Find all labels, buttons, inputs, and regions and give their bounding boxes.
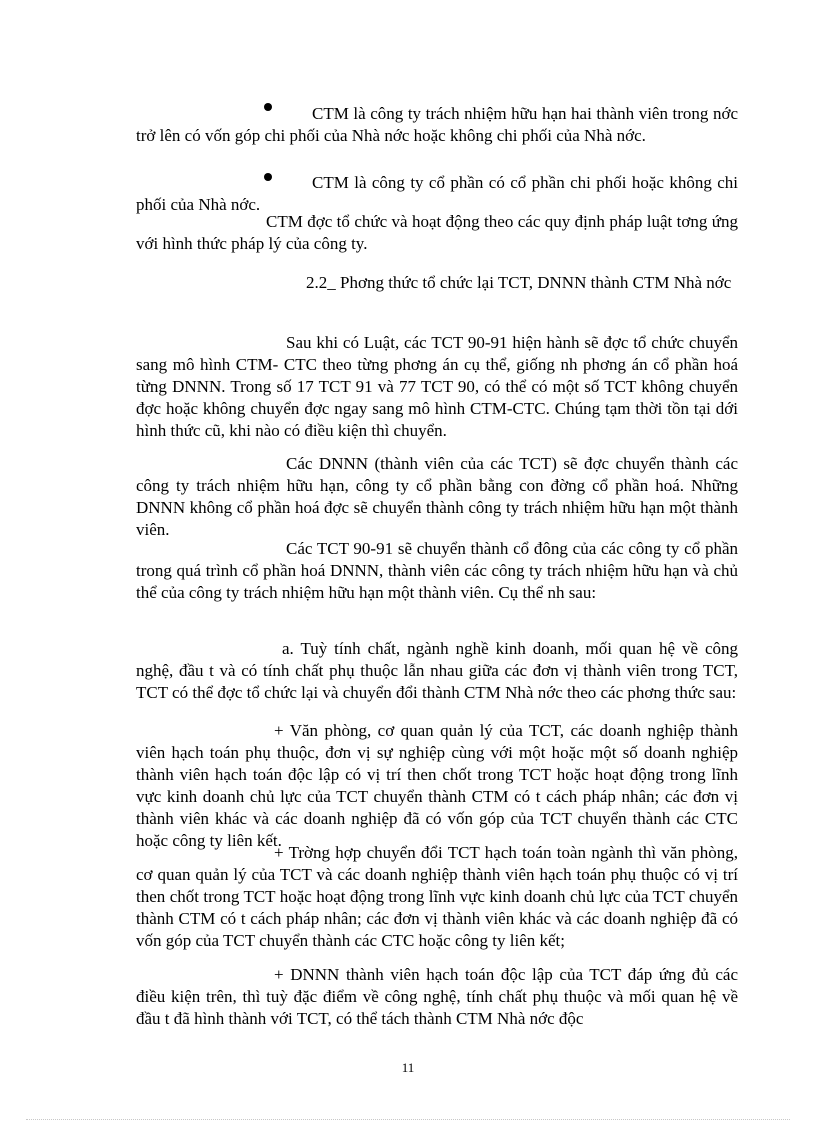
page-number: 11 — [401, 1060, 415, 1075]
paragraph: a. Tuỳ tính chất, ngành nghề kinh doanh, mối quan hệ về công nghệ, đầu t và có tính chất phụ thuộc lẫn nhau giữa các đơn vị thành viên trong TCT, TCT có thể đợc tổ chức lại và chuyển đổi thành CTM Nhà nớc theo các phơng thức sau: — [136, 639, 738, 702]
bullet-item: CTM là công ty trách nhiệm hữu hạn hai thành viên trong nớc trở lên có vốn góp chi phối của Nhà nớc hoặc không chi phối của Nhà nớc. — [136, 104, 738, 145]
paragraph: + DNNN thành viên hạch toán độc lập của TCT đáp ứng đủ các điều kiện trên, thì tuỳ đặc điểm về công nghệ, tính chất phụ thuộc và mối quan hệ về đầu t đã hình thành với TCT, có thể tách thành CTM Nhà nớc độc — [136, 965, 738, 1028]
paragraph: + Văn phòng, cơ quan quản lý của TCT, các doanh nghiệp thành viên hạch toán phụ thuộc, đơn vị sự nghiệp cùng với một hoặc một số doanh nghiệp thành viên hạch toán độc lập có vị trí then chốt trong TCT hoặc hoạt động trong lĩnh vực kinh doanh chủ lực của TCT chuyển thành CTM có t cách pháp nhân; các đơn vị thành viên khác và các doanh nghiệp đã có vốn góp của TCT chuyển thành các CTC hoặc công ty liên kết. — [136, 721, 738, 850]
section-heading: 2.2_ Phơng thức tổ chức lại TCT, DNNN thành CTM Nhà nớc — [306, 273, 732, 292]
paragraph: + Trờng hợp chuyển đổi TCT hạch toán toàn ngành thì văn phòng, cơ quan quản lý của TCT và các doanh nghiệp thành viên hạch toán phụ thuộc có vị trí then chốt trong TCT hoặc hoạt động trong lĩnh vực kinh doanh chủ lực của TCT chuyển thành CTM có t cách pháp nhân; các đơn vị thành viên khác và các doanh nghiệp đã có vốn góp của TCT chuyển thành các CTC hoặc công ty liên kết; — [136, 843, 738, 950]
paragraph: Các TCT 90-91 sẽ chuyển thành cổ đông của các công ty cổ phần trong quá trình cổ phần hoá DNNN, thành viên các công ty trách nhiệm hữu hạn và chủ thể của công ty trách nhiệm hữu hạn một thành viên. Cụ thể nh sau: — [136, 539, 738, 602]
paragraph: Sau khi có Luật, các TCT 90-91 hiện hành sẽ đợc tổ chức chuyển sang mô hình CTM- CTC theo từng phơng án cụ thể, giống nh phơng án cổ phần hoá từng DNNN. Trong số 17 TCT 91 và 77 TCT 90, có thể có một số TCT không chuyển đợc hoặc không chuyển đợc ngay sang mô hình CTM-CTC. Chúng tạm thời tồn tại dới hình thức cũ, khi nào có điều kiện thì chuyển. — [136, 333, 738, 440]
page-bottom-divider — [26, 1119, 790, 1120]
paragraph: Các DNNN (thành viên của các TCT) sẽ đợc chuyển thành các công ty trách nhiệm hữu hạn, công ty cổ phần bằng con đờng cổ phần hoá. Những DNNN không cổ phần hoá đợc sẽ chuyển thành công ty trách nhiệm hữu hạn một thành viên. — [136, 454, 738, 539]
paragraph: CTM đợc tổ chức và hoạt động theo các quy định pháp luật tơng ứng với hình thức pháp lý của công ty. — [136, 212, 738, 253]
bullet-item: CTM là công ty cổ phần có cổ phần chi phối hoặc không chi phối của Nhà nớc. — [136, 173, 738, 214]
